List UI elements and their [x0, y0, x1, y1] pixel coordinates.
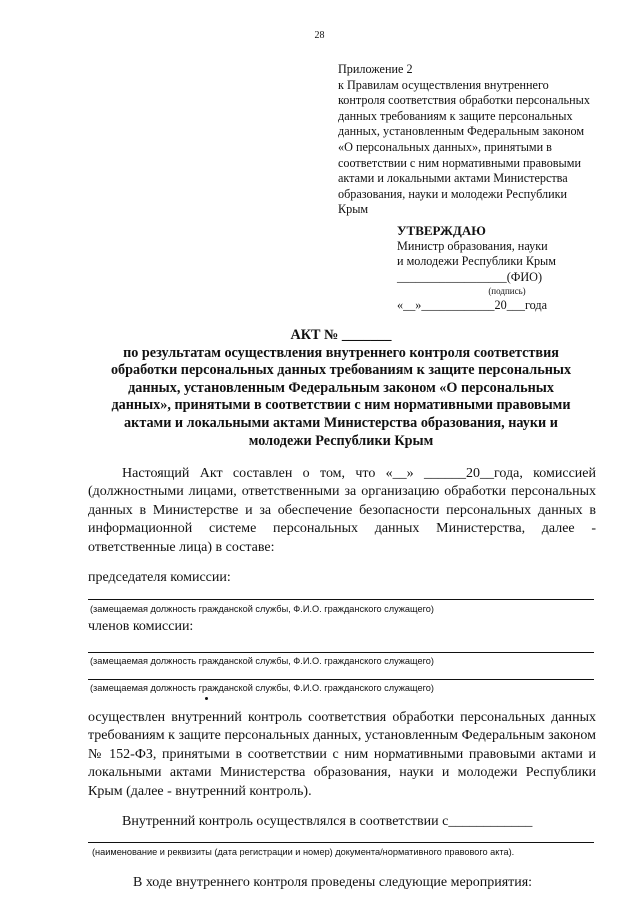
act-subject: по результатам осуществления внутреннего контроля соответствия обработки персональных данных требованиям к защите персональных данных, установленным Федеральным законом «О персональных данных», принятыми в соответствии с ним нормативными правовыми актами и локальными актами Министерства образования, науки и молодежи Республики Крым: [110, 344, 572, 449]
chair-position-note: (замещаемая должность гражданской службы, Ф.И.О. гражданского служащего): [90, 604, 434, 614]
stray-dot: [205, 697, 208, 700]
approval-block: [397, 223, 627, 314]
approval-position-line2: и молодежи Республики Крым: [397, 254, 556, 269]
approval-position-line1: Министр образования, науки: [397, 238, 548, 253]
appendix-block: [338, 62, 598, 218]
document-line: [88, 842, 594, 843]
measures-paragraph: В ходе внутреннего контроля проведены следующие мероприятия:: [133, 875, 533, 890]
approval-heading: УТВЕРЖДАЮ: [397, 223, 486, 238]
chair-label: председателя комиссии:: [88, 570, 231, 585]
accordance-paragraph: Внутренний контроль осуществлялся в соответствии с____________: [122, 814, 533, 829]
member-2-position-note: (замещаемая должность гражданской службы, Ф.И.О. гражданского служащего): [90, 683, 434, 693]
member-1-position-note: (замещаемая должность гражданской службы, Ф.И.О. гражданского служащего): [90, 656, 434, 666]
act-title: [100, 327, 582, 450]
member-line-2: [88, 679, 594, 680]
document-note: (наименование и реквизиты (дата регистрации и номер) документа/нормативного правового акта).: [92, 847, 515, 857]
page-number: 28: [314, 30, 325, 41]
intro-paragraph: Настоящий Акт составлен о том, что «__» ______20__года, комиссией (должностными лицами, ответственными за организацию обработки персональных данных в Министерстве и за обеспечение безопасности персональных данных в информационной системе персональных данных Министерства, далее - ответственные лица) в составе:: [88, 466, 596, 555]
act-number: АКТ № _______: [290, 327, 392, 343]
chair-line: [88, 599, 594, 600]
approval-signature-caption: (подпись): [488, 286, 526, 297]
members-label: членов комиссии:: [88, 619, 194, 634]
control-paragraph: осуществлен внутренний контроль соответствия обработки персональных данных требованиям к защите персональных данных, установленным Федеральным законом № 152-ФЗ, принятыми в соответствии с ним нормативными правовыми актами и локальными актами Министерства образования, науки и молодежи Республики Крым (далее - внутренний контроль).: [88, 710, 596, 799]
appendix-title: Приложение 2: [338, 62, 413, 76]
appendix-text: к Правилам осуществления внутреннего контроля соответствия обработки персональных данных требованиям к защите персональных данных, установленным Федеральным законом «О персональных данных», принятыми в соответствии с ним нормативными правовыми актами и локальными актами Министерства образования, науки и молодежи Республики Крым: [338, 77, 590, 217]
member-line-1: [88, 652, 594, 653]
approval-date-line: «__»____________20___года: [397, 298, 548, 313]
approval-signature-line: __________________(ФИО): [397, 269, 543, 284]
